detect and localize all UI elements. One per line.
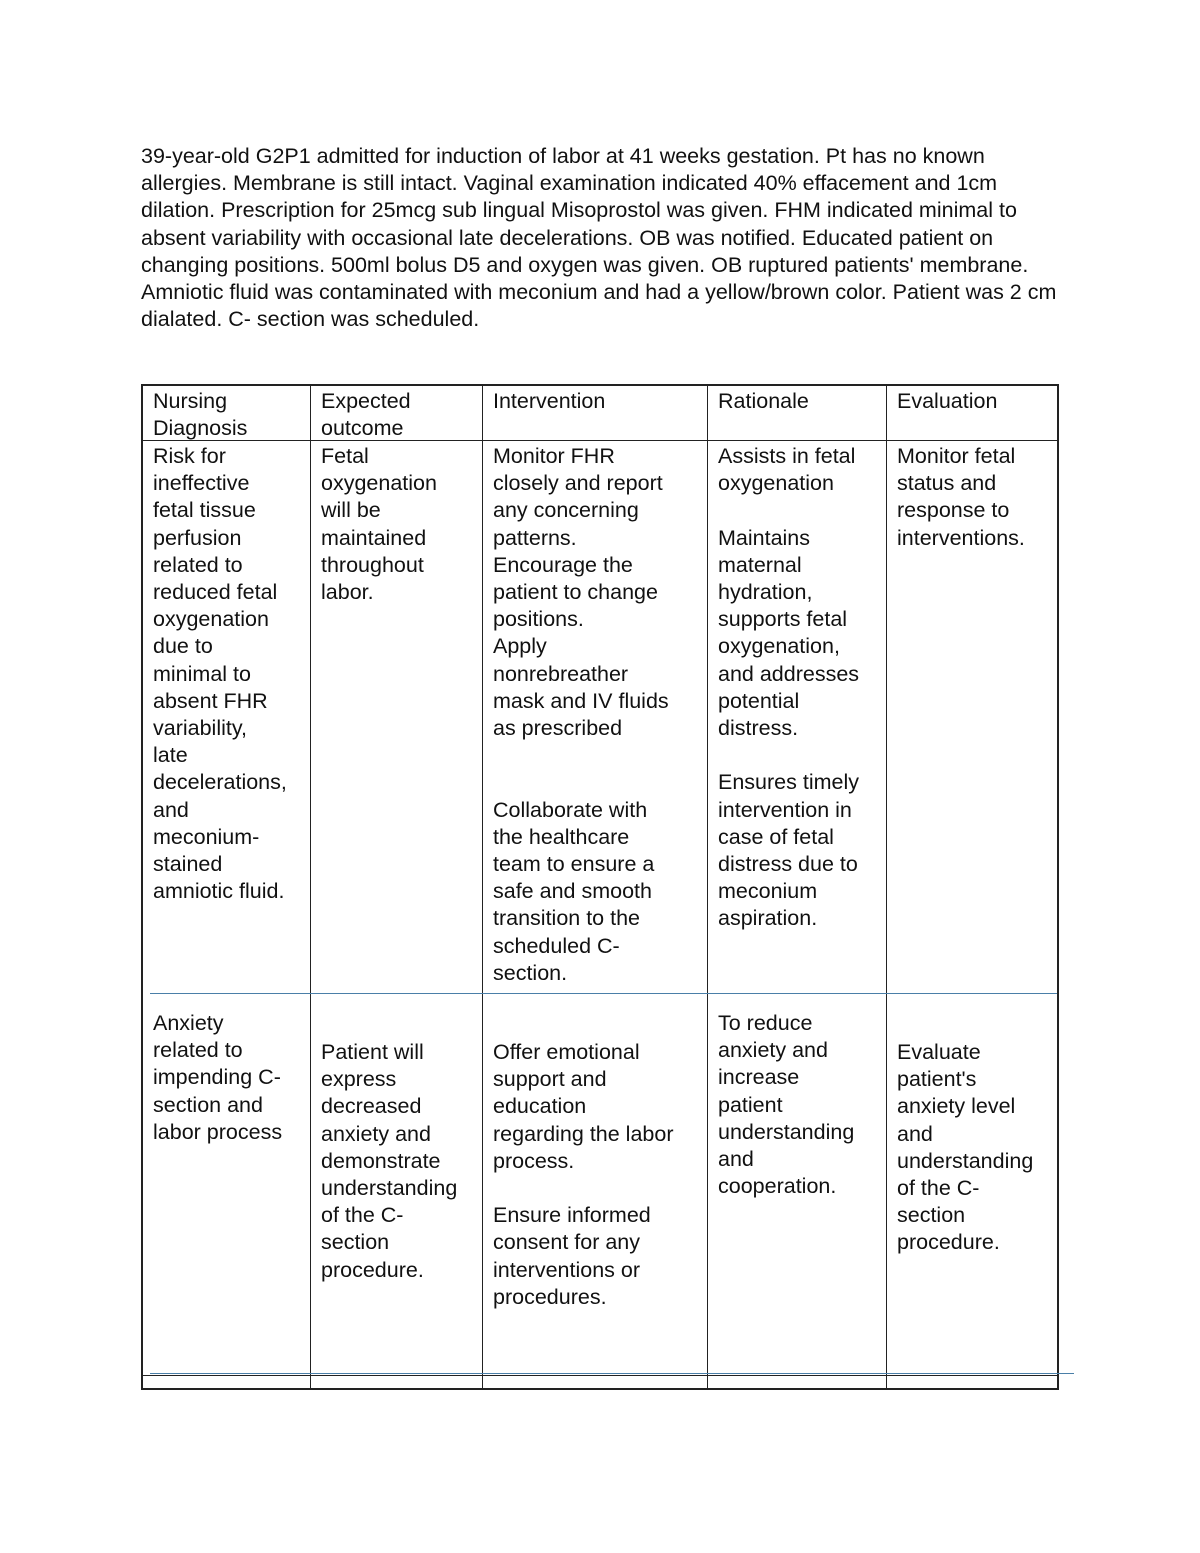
bottom-separator-line (150, 1373, 1074, 1374)
row1-intervention: Monitor FHR closely and report any concerning patterns. Encourage the patient to change positions. Apply nonrebreather mask and IV fluids as prescribed Collaborate with the healthcare team to ensure a safe and smooth transition to the scheduled C- section. (493, 444, 669, 985)
header-intervention: Intervention (493, 389, 606, 413)
column-divider (310, 386, 311, 1388)
column-divider (482, 386, 483, 1388)
nursing-care-plan-table (141, 384, 1059, 1390)
row2-evaluation: Evaluate patient's anxiety level and understanding of the C- section procedure. (897, 1040, 1034, 1255)
header-rationale: Rationale (718, 389, 809, 413)
row2-rationale: To reduce anxiety and increase patient understanding and cooperation. (718, 1011, 855, 1199)
case-summary-paragraph: 39-year-old G2P1 admitted for induction of labor at 41 weeks gestation. Pt has no known allergies. Membrane is still intact. Vaginal examination indicated 40% effacement and 1cm dilation. Prescription for 25mcg sub lingual Misoprostol was given. FHM indicated minimal to absent variability with occasional late decelerations. OB was notified. Educated patient on changing positions. 500ml bolus D5 and oxygen was given. OB ruptured patients' membrane. Amniotic fluid was contaminated with meconium and had a yellow/brown color. Patient was 2 cm dialated. C- section was scheduled. (141, 144, 1057, 332)
row1-outcome: Fetal oxygenation will be maintained throughout labor. (321, 444, 437, 605)
row2-intervention: Offer emotional support and education regarding the labor process. Ensure informed consent for any interventions or procedures. (493, 1040, 674, 1309)
header-nursing-diagnosis: Nursing Diagnosis (153, 389, 248, 441)
column-divider (886, 386, 887, 1388)
row1-evaluation: Monitor fetal status and response to interventions. (897, 444, 1025, 550)
row2-diagnosis: Anxiety related to impending C- section and labor process (153, 1011, 283, 1144)
bottom-inner-divider (143, 1375, 1057, 1376)
header-evaluation: Evaluation (897, 389, 998, 413)
header-expected-outcome: Expected outcome (321, 389, 411, 441)
row1-rationale: Assists in fetal oxygenation Maintains maternal hydration, supports fetal oxygenation, and addresses potential distress. Ensures timely intervention in case of fetal distress due to meconium aspiration. (718, 444, 860, 931)
row2-outcome: Patient will express decreased anxiety and demonstrate understanding of the C- section procedure. (321, 1040, 458, 1282)
column-divider (707, 386, 708, 1388)
row1-diagnosis: Risk for ineffective fetal tissue perfusion related to reduced fetal oxygenation due to minimal to absent FHR variability, late decelerations, and meconium- stained amniotic fluid. (153, 444, 287, 904)
row-separator-line (150, 993, 1057, 994)
